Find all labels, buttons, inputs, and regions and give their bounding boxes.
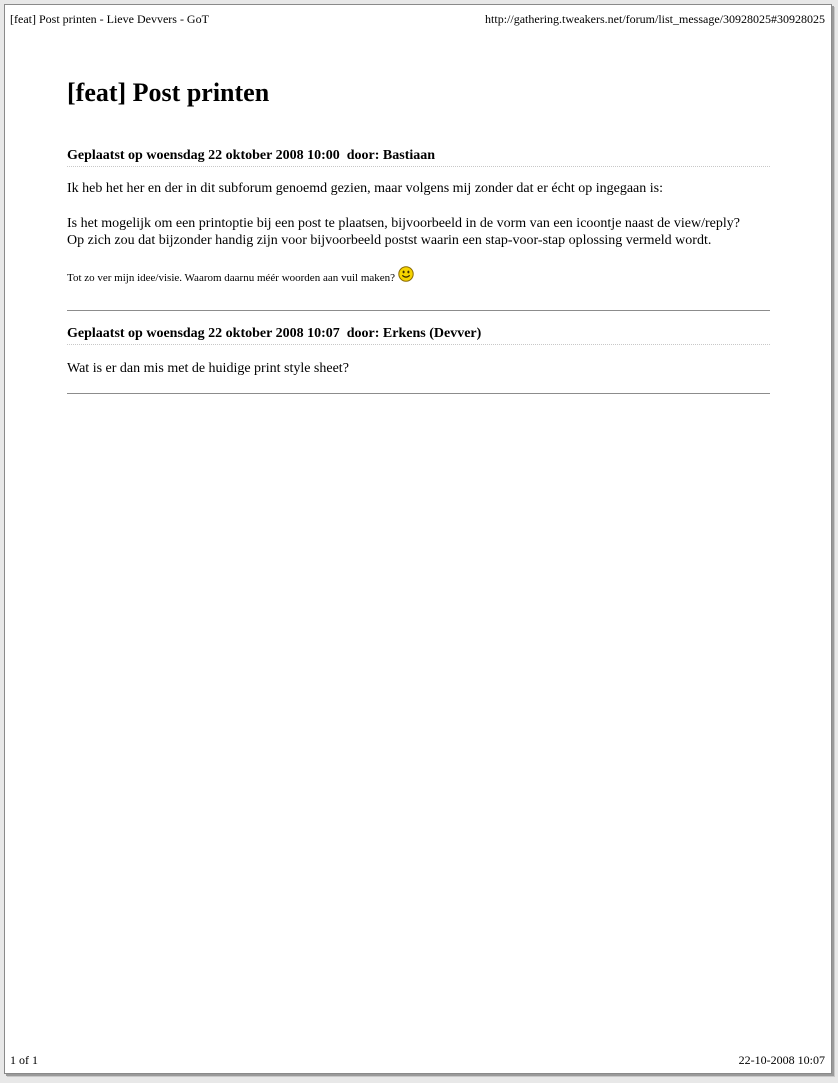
post-separator bbox=[67, 393, 770, 394]
post-paragraph: Op zich zou dat bijzonder handig zijn voor bijvoorbeeld postst waarin een stap-voor-stap oplossing vermeld wordt. bbox=[67, 233, 712, 248]
post-1 bbox=[67, 148, 770, 287]
post-paragraph: Ik heb het her en der in dit subforum genoemd gezien, maar volgens mij zonder dat er écht op ingegaan is: bbox=[67, 181, 663, 196]
post-body bbox=[67, 180, 770, 287]
post-small-text: Tot zo ver mijn idee/visie. Waarom daarnu méér woorden aan vuil maken? bbox=[67, 272, 396, 284]
post-paragraph: Is het mogelijk om een printoptie bij een post te plaatsen, bijvoorbeeld in de vorm van een icoontje naast de view/reply? bbox=[67, 216, 740, 231]
print-header-title: [feat] Post printen - Lieve Devvers - GoT bbox=[10, 12, 209, 26]
print-header-url: http://gathering.tweakers.net/forum/list_message/30928025#30928025 bbox=[485, 12, 825, 26]
post-body bbox=[67, 360, 770, 377]
post-header: Geplaatst op woensdag 22 oktober 2008 10:07 door: Erkens (Devver) bbox=[67, 326, 770, 345]
print-footer-page-count: 1 of 1 bbox=[10, 1053, 38, 1067]
smiley-icon bbox=[398, 266, 414, 282]
print-page bbox=[4, 4, 832, 1074]
post-paragraph: Wat is er dan mis met de huidige print style sheet? bbox=[67, 361, 349, 376]
post-separator bbox=[67, 310, 770, 311]
post-header: Geplaatst op woensdag 22 oktober 2008 10:00 door: Bastiaan bbox=[67, 148, 770, 167]
post-2 bbox=[67, 326, 770, 377]
print-footer-timestamp: 22-10-2008 10:07 bbox=[738, 1053, 825, 1067]
page-title: [feat] Post printen bbox=[67, 78, 270, 107]
page-content bbox=[67, 77, 770, 394]
post-small-line bbox=[67, 266, 770, 287]
